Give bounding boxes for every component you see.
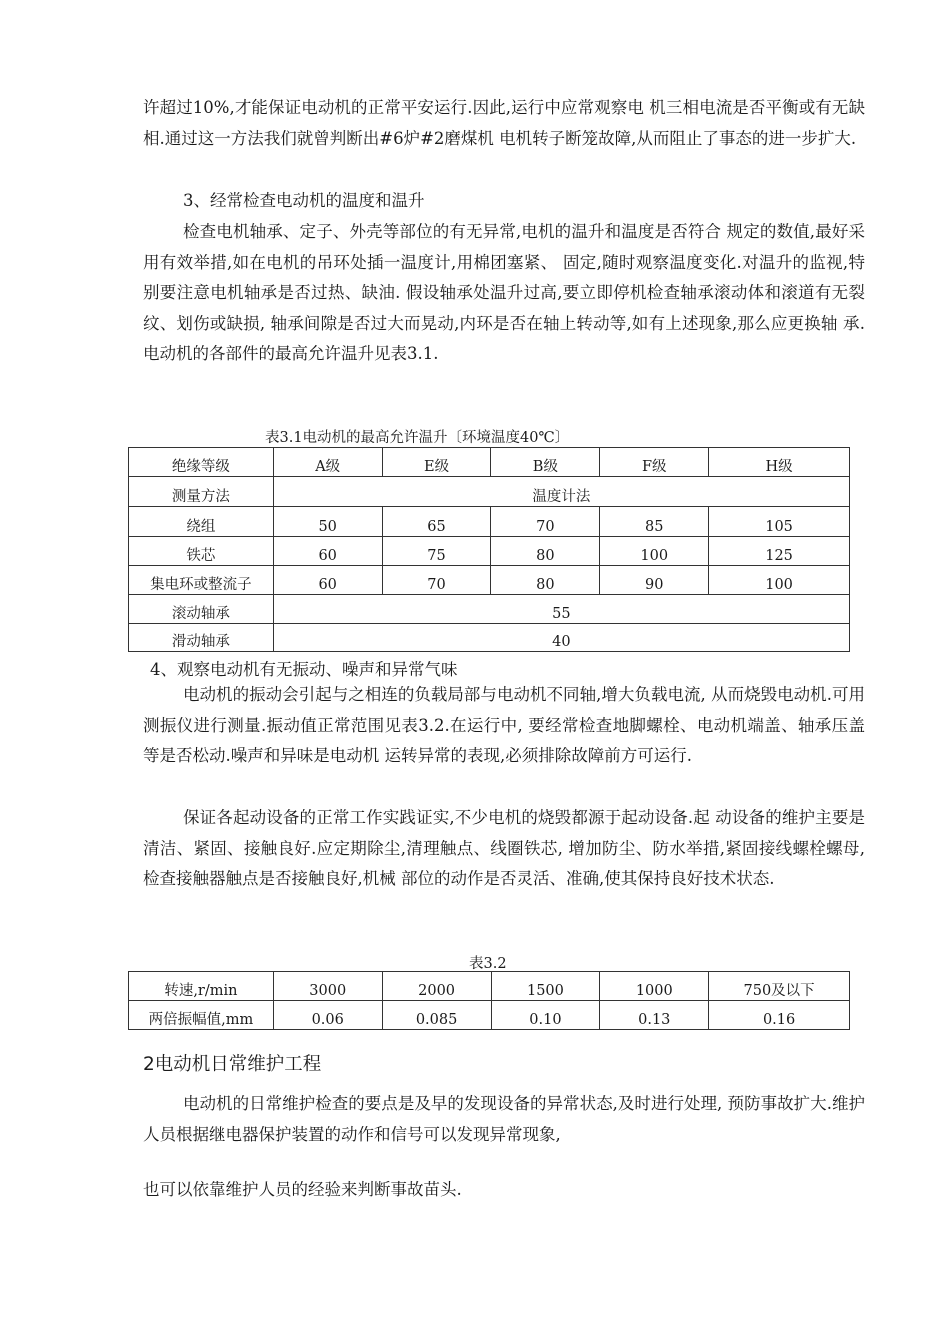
header-cell: A级 — [273, 448, 382, 477]
table-cell: 55 — [273, 595, 849, 624]
table-row — [129, 448, 850, 477]
table-cell: 0.13 — [600, 1001, 709, 1030]
section-heading: 2电动机日常维护工程 — [143, 1054, 322, 1075]
table-row — [129, 624, 850, 652]
table-row — [129, 477, 850, 507]
subheading-temperature: 3、经常检查电动机的温度和温升 — [183, 191, 425, 210]
table-cell: 3000 — [273, 972, 382, 1001]
table-cell: 60 — [273, 537, 382, 566]
table-cell: 1500 — [491, 972, 600, 1001]
table-cell: 70 — [382, 566, 491, 595]
table-cell: 750及以下 — [709, 972, 850, 1001]
table-cell: 0.06 — [273, 1001, 382, 1030]
paragraph-current-balance: 许超过10%,才能保证电动机的正常平安运行.因此,运行中应常观察电 机三相电流是否平衡或有无缺相.通过这一方法我们就曾判断出#6炉#2磨煤机 电机转子断笼故障,从而阻止了事态的进一步扩大. — [143, 98, 865, 148]
table-cell: 100 — [600, 537, 709, 566]
table-cell: 40 — [273, 624, 849, 652]
row-label: 滚动轴承 — [129, 595, 274, 624]
table-cell: 0.10 — [491, 1001, 600, 1030]
row-label: 测量方法 — [129, 477, 274, 507]
vibration-table — [128, 971, 850, 1030]
table-cell: 75 — [382, 537, 491, 566]
table-cell: 50 — [273, 507, 382, 537]
table-cell: 65 — [382, 507, 491, 537]
row-label: 铁芯 — [129, 537, 274, 566]
table-cell: 80 — [491, 566, 600, 595]
table-cell: 0.16 — [709, 1001, 850, 1030]
table-cell: 100 — [709, 566, 850, 595]
table-cell: 105 — [709, 507, 850, 537]
table-row — [129, 595, 850, 624]
header-cell: H级 — [709, 448, 850, 477]
paragraph-vibration: 电动机的振动会引起与之相连的负载局部与电动机不同轴,增大负载电流, 从而烧毁电动机.可用测振仪进行测量.振动值正常范围见表3.2.在运行中, 要经常检查地脚螺栓、电动机端盖、轴承压盖等是否松动.噪声和异味是电动机 运转异常的表现,必须排除故障前方可运行. — [143, 685, 865, 765]
subheading-vibration: 4、观察电动机有无振动、噪声和异常气味 — [150, 660, 458, 679]
header-cell: B级 — [491, 448, 600, 477]
table-row — [129, 972, 850, 1001]
table-cell: 80 — [491, 537, 600, 566]
table-cell: 85 — [600, 507, 709, 537]
row-label: 转速,r/min — [129, 972, 274, 1001]
row-label: 两倍振幅值,mm — [129, 1001, 274, 1030]
table-row — [129, 1001, 850, 1030]
paragraph-temperature-check: 检查电机轴承、定子、外壳等部位的有无异常,电机的温升和温度是否符合 规定的数值,最好采用有效举措,如在电机的吊环处插一温度计,用棉团塞紧、 固定,随时观察温度变化.对温升的监视,特别要注意电机轴承是否过热、缺油. 假设轴承处温升过高,要立即停机检查轴承滚动体和滚道有无裂纹、划伤或缺损, 轴承间隙是否过大而晃动,内环是否在轴上转动等,如有上述现象,那么应更换轴 承.电动机的各部件的最高允许温升见表3.1. — [143, 222, 865, 363]
paragraph-starting-equipment: 保证各起动设备的正常工作实践证实,不少电机的烧毁都源于起动设备.起 动设备的维护主要是清洁、紧固、接触良好.应定期除尘,清理触点、线圈铁芯, 增加防尘、防水举措,紧固接线螺栓螺母,检查接触器触点是否接触良好,机械 部位的动作是否灵活、准确,使其保持良好技术状态. — [143, 808, 865, 888]
table-row — [129, 537, 850, 566]
table-cell: 70 — [491, 507, 600, 537]
table-row — [129, 566, 850, 595]
table-row — [129, 507, 850, 537]
table-cell: 90 — [600, 566, 709, 595]
table-cell: 125 — [709, 537, 850, 566]
header-cell: F级 — [600, 448, 709, 477]
method-value: 温度计法 — [273, 477, 849, 507]
table-cell: 1000 — [600, 972, 709, 1001]
row-label: 集电环或整流子 — [129, 566, 274, 595]
row-label: 滑动轴承 — [129, 624, 274, 652]
row-label: 绕组 — [129, 507, 274, 537]
temperature-rise-table — [128, 447, 850, 652]
table2-caption: 表3.2 — [469, 956, 507, 972]
table-cell: 60 — [273, 566, 382, 595]
paragraph-experience: 也可以依靠维护人员的经验来判断事故苗头. — [143, 1180, 462, 1199]
table-cell: 2000 — [382, 972, 491, 1001]
table-cell: 0.085 — [382, 1001, 491, 1030]
header-cell: E级 — [382, 448, 491, 477]
header-cell: 绝缘等级 — [129, 448, 274, 477]
paragraph-daily-maintenance: 电动机的日常维护检查的要点是及早的发现设备的异常状态,及时进行处理, 预防事故扩大.维护人员根据继电器保护装置的动作和信号可以发现异常现象, — [143, 1094, 865, 1144]
table1-caption: 表3.1电动机的最高允许温升〔环境温度40℃〕 — [265, 430, 570, 446]
